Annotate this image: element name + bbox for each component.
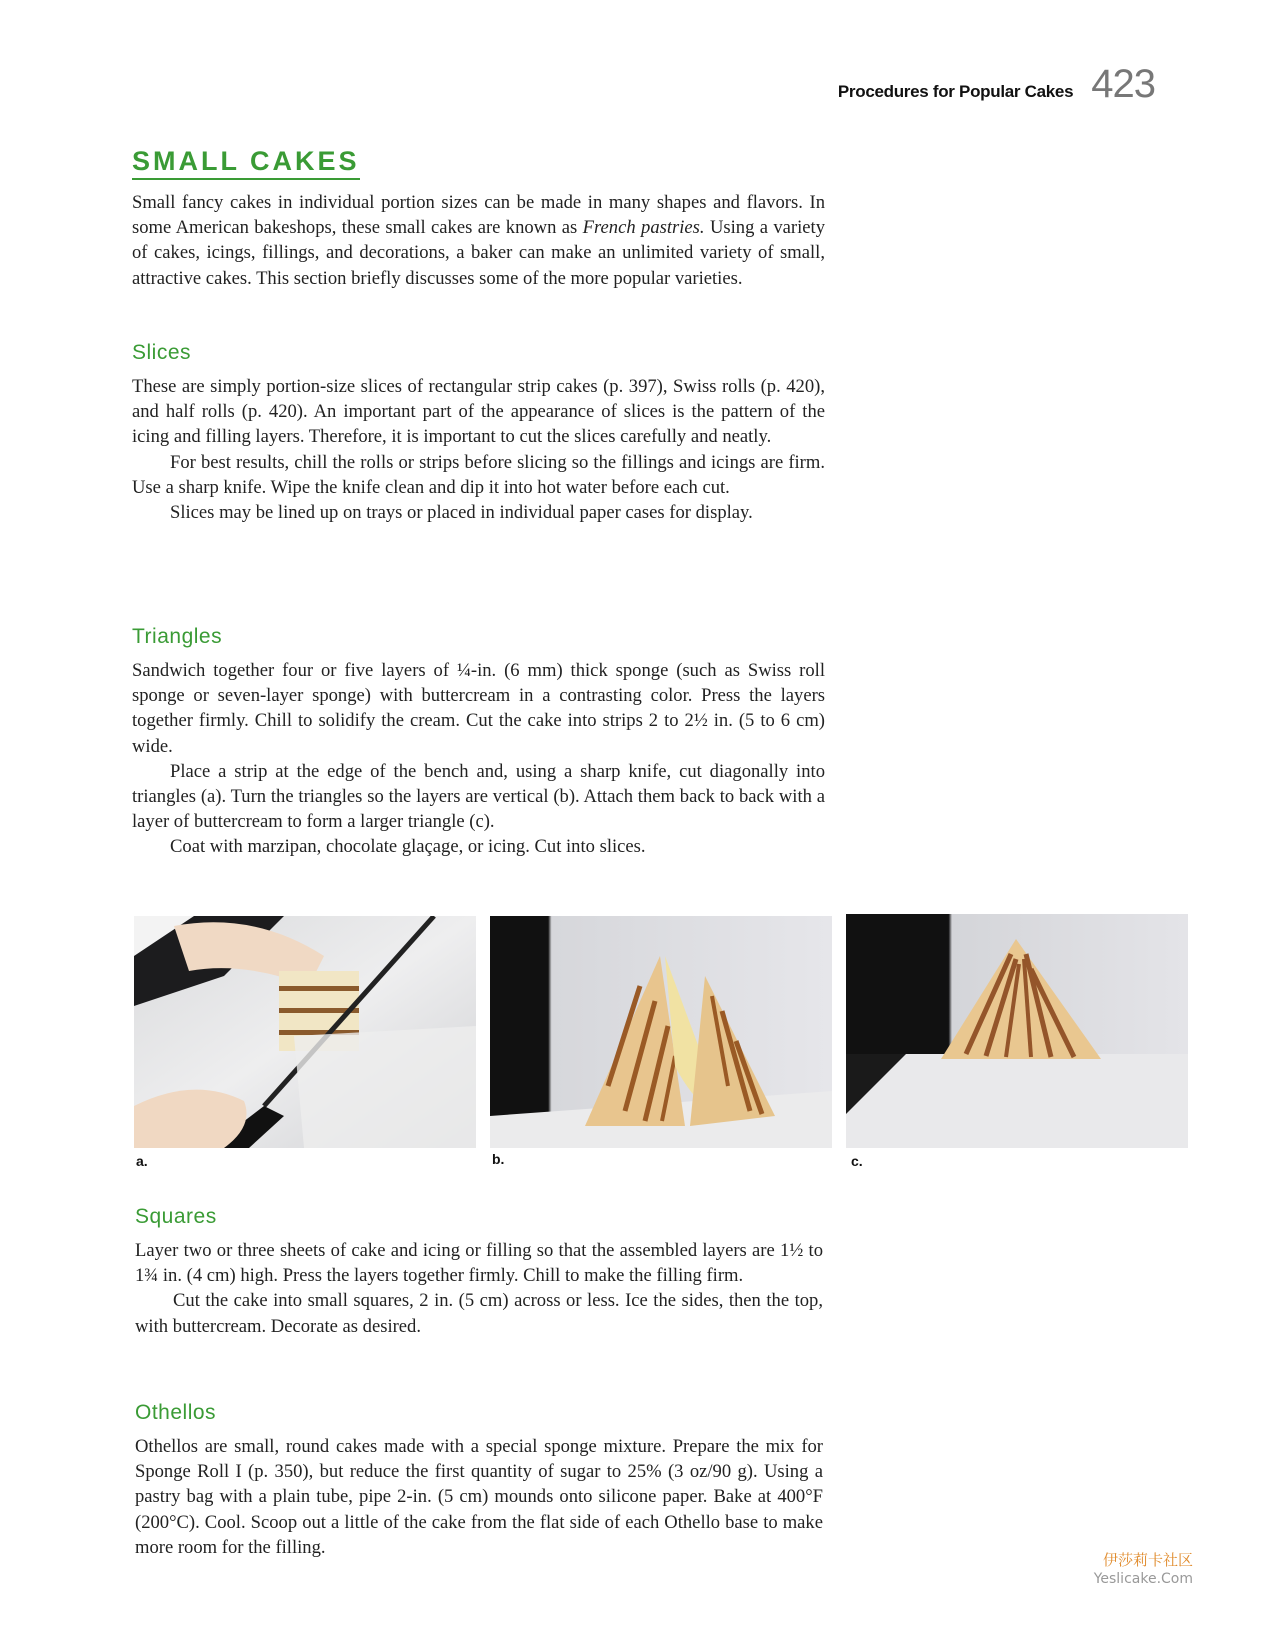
- slices-section: [132, 340, 825, 525]
- running-title: Procedures for Popular Cakes: [837, 82, 1074, 101]
- triangles-paragraph-1: Sandwich together four or five layers of ¼-in. (6 mm) thick sponge (such as Swiss roll sponge or seven-layer sponge) with buttercream in a contrasting color. Press the layers together firmly. Chill to solidify the cream. Cut the cake into strips 2 to 2½ in. (5 to 6 cm) wide.: [132, 660, 825, 757]
- othellos-heading: Othellos: [135, 1401, 217, 1424]
- photo-b-caption: b.: [492, 1151, 505, 1167]
- watermark-line-2: Yeslicake.Com: [1093, 1571, 1193, 1587]
- slices-paragraph-1: These are simply portion-size slices of rectangular strip cakes (p. 397), Swiss rolls (p. 420), and half rolls (p. 420). An important part of the appearance of slices is the pattern of the icing and filling layers. Therefore, it is important to cut the slices carefully and neatly.: [132, 376, 825, 448]
- triangles-paragraph-3: Coat with marzipan, chocolate glaçage, or icing. Cut into slices.: [170, 836, 646, 858]
- squares-heading: Squares: [135, 1205, 217, 1228]
- photo-a-cutting-triangles: [134, 916, 476, 1148]
- othellos-paragraph-1: Othellos are small, round cakes made with a special sponge mixture. Prepare the mix for Sponge Roll I (p. 350), but reduce the first quantity of sugar to 25% (3 oz/90 g). Using a pastry bag with a plain tube, pipe 2-in. (5 cm) mounds onto silicone paper. Bake at 400°F (200°C). Cool. Scoop out a little of the cake from the flat side of each Othello base to make more room for the filling.: [135, 1436, 823, 1558]
- section-title: SMALL CAKES: [132, 146, 360, 180]
- photo-c-caption: c.: [851, 1153, 863, 1169]
- intro-text-end: Using a variety of cakes, icings, fillings, and decorations, a baker can make an unlimited variety of small, attractive cakes. This section briefly discusses some of the more popular varieties.: [132, 217, 825, 289]
- watermark: [1094, 1550, 1193, 1588]
- intro-italic-term: French pastries.: [582, 217, 705, 239]
- slices-paragraph-3: Slices may be lined up on trays or placed in individual paper cases for display.: [170, 502, 753, 524]
- squares-paragraph-1: Layer two or three sheets of cake and icing or filling so that the assembled layers are 1½ to 1¾ in. (4 cm) high. Press the layers together firmly. Chill to make the filling firm.: [135, 1240, 823, 1287]
- squares-section: [135, 1204, 823, 1339]
- page-number: 423: [1091, 62, 1155, 106]
- triangles-section: [132, 624, 825, 860]
- intro-paragraph: [132, 190, 825, 291]
- triangles-heading: Triangles: [132, 625, 223, 648]
- photo-a-caption: a.: [136, 1153, 148, 1169]
- watermark-line-1: 伊莎莉卡社区: [1102, 1551, 1193, 1569]
- intro-text-start: Small fancy cakes in individual portion sizes can be made in many shapes and flavors. In some American bakeshops, these small cakes are known as: [132, 192, 825, 239]
- slices-paragraph-2: For best results, chill the rolls or strips before slicing so the fillings and icings are firm. Use a sharp knife. Wipe the knife clean and dip it into hot water before each cut.: [132, 451, 825, 498]
- photo-c-large-triangle: [846, 914, 1188, 1148]
- slices-heading: Slices: [132, 341, 192, 364]
- intro-section: [132, 190, 825, 291]
- photo-b-triangles-vertical: [490, 916, 832, 1148]
- triangles-paragraph-2: Place a strip at the edge of the bench and, using a sharp knife, cut diagonally into triangles (a). Turn the triangles so the layers are vertical (b). Attach them back to back with a layer of buttercream to form a larger triangle (c).: [132, 760, 825, 833]
- othellos-section: [135, 1400, 823, 1560]
- squares-paragraph-2: Cut the cake into small squares, 2 in. (5 cm) across or less. Ice the sides, then the top, with buttercream. Decorate as desired.: [135, 1290, 823, 1337]
- running-header: [838, 62, 1155, 107]
